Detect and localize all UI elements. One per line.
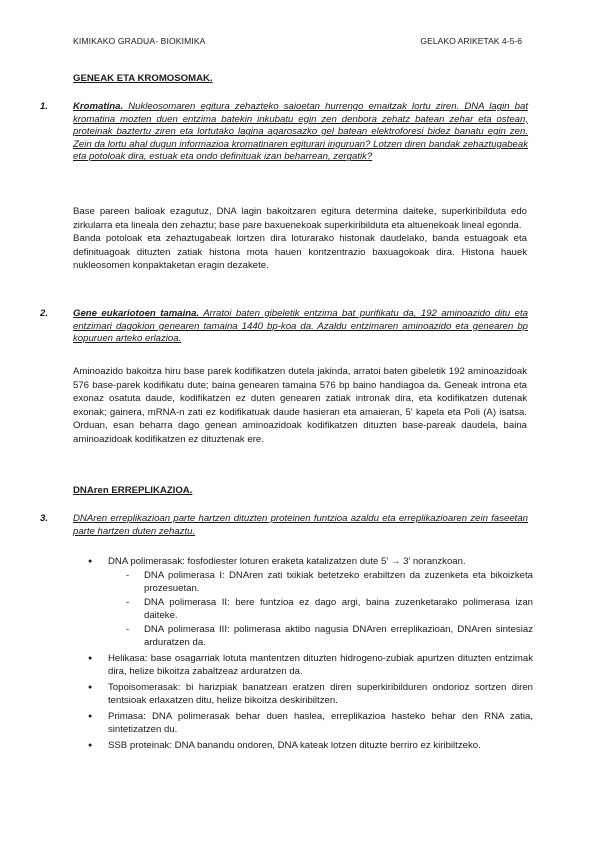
list-item-primase: ● Primasa: DNA polimerasak behar duen haslea, erreplikazioa hasteko behar den RNA zatia, sintetizatzen du. xyxy=(73,710,533,737)
protein-list xyxy=(73,555,533,754)
question-1-text: Nukleosomaren egitura zehazteko saioetan hurrengo emaitzak lortu ziren. DNA lagin bat kromatina mozten duen entzima batekin inkubatu egin zen denbora zehatz batean zehar eta ostean, proteinak baztertu ziren eta lortutako lagina agarosazko gel batean elektroforesi bidez banatu egin zen. Zein da lortu ahal dugun informazioa kromatinaren egiturari inguruan? Lotzen diren bandak zehaztugabeak eta potoloak dira, estuak eta ondo definituak izan beharrean, zergatik? xyxy=(73,101,528,163)
section-title-genes: GENEAK ETA KROMOSOMAK. xyxy=(73,73,213,84)
list-item-text: DNA polimerasak: fosfodiester loturen eraketa katalizatzen dute 5’ → 3’ noranzkoan. xyxy=(108,556,466,567)
list-item-ssb-proteins: ● SSB proteinak: DNA banandu ondoren, DNA kateak lotzen dituzte berriro ez kiribiltzeko. xyxy=(73,739,533,753)
list-item-dna-polymerases xyxy=(73,555,533,650)
header-exercises: GELAKO ARIKETAK 4-5-6 xyxy=(420,36,522,46)
question-2-number: 2. xyxy=(40,308,49,319)
answer-2 xyxy=(73,365,527,446)
question-2-text: Arratoi baten gibeletik entzima bat purifikatu da, 192 aminoazido ditu eta entzimari dagokion genearen tamaina 1440 bp-koa da. Azaldu entzimaren aminoazido eta genearen bp kopuruen arteko erlazioa. xyxy=(73,308,529,345)
question-3 xyxy=(73,513,528,538)
question-2-lead: Gene eukariotoen tamaina. xyxy=(73,308,200,319)
answer-1 xyxy=(73,205,527,273)
question-1-lead: Kromatina. xyxy=(73,101,124,112)
question-2 xyxy=(73,308,528,346)
answer-1-paragraph-2: Banda potoloak eta zehaztugabeak lortzen dira loturarako histonak daudelako, banda estuagoak eta definituagoak dituzten zatiak histona mota hauen kontzentrazio baxuagokoak dira. Histona hauek nukleosomen konpaktaketan eragin dezakete. xyxy=(73,233,527,271)
header-course: KIMIKAKO GRADUA- BIOKIMIKA xyxy=(73,36,206,46)
answer-1-paragraph-1: Base pareen balioak ezagutuz, DNA lagin bakoitzaren egitura determina daiteke, superkiribilduta edo zirkularra eta lineala den zehaztu; base pare baxuenekoak superkiribilduta eta altuenekoak lineal egonda. xyxy=(73,206,527,231)
list-item-helicase: ● Helikasa: base osagarriak lotuta mantentzen dituzten hidrogeno-zubiak apurtzen dituzten entzimak dira, helize bikoitza zabaltzeaz arduratzen da. xyxy=(73,652,533,679)
polymerase-sublist xyxy=(108,569,533,650)
sublist-item-polymerase-2: - DNA polimerasa II: bere funtzioa ez dago argi, baina zuzenketarako polimerasa izan daiteke. xyxy=(108,596,533,623)
list-item-topoisomerases: ● Topoisomerasak: bi harizpiak banatzean eratzen diren superkiribilduren ondorioz sortzen diren tentsioak erlaxatzen ditu, helize bikoitza deskiribiltzen. xyxy=(73,681,533,708)
sublist-item-polymerase-3: - DNA polimerasa III: polimerasa aktibo nagusia DNAren erreplikazioan, DNAren sintesiaz arduratzen da. xyxy=(108,623,533,650)
sublist-item-polymerase-1: - DNA polimerasa I: DNAren zati txikiak betetzeko erabiltzen da zuzenketa eta bikoizketa prozesuetan. xyxy=(108,569,533,596)
question-3-text: DNAren erreplikazioan parte hartzen dituzten proteinen funtzioa azaldu eta erreplikazioaren zein faseetan parte hartzen duten zehaztu. xyxy=(73,513,528,537)
answer-2-paragraph: Aminoazido bakoitza hiru base parek kodifikatzen dutela jakinda, arratoi baten gibeletik 192 aminoazidoak 576 base-parek kodifikatu dute; baina genearen tamaina 576 bp baino handiagoa da. Geneak introna eta exonaz osatuta daude, kodifikatzen ez duten genearen zatiak intronak dira, eta kodifikatzen dutenak exonak; gainera, mRNA-n zati ez kodifikatuak daude hasieran eta amaieran, 5' kapela eta Poli (A) isatsa. Orduan, esan beharra dago genean aminoazidoak kodifikatzen dituzten base-pareak daudela, baina aminoazidoak kodifikatzen ez dituztenak ere. xyxy=(73,366,527,445)
question-3-number: 3. xyxy=(40,513,49,524)
question-1-number: 1. xyxy=(40,101,49,112)
question-1 xyxy=(73,101,528,164)
section-title-replication: DNAren ERREPLIKAZIOA. xyxy=(73,485,193,496)
